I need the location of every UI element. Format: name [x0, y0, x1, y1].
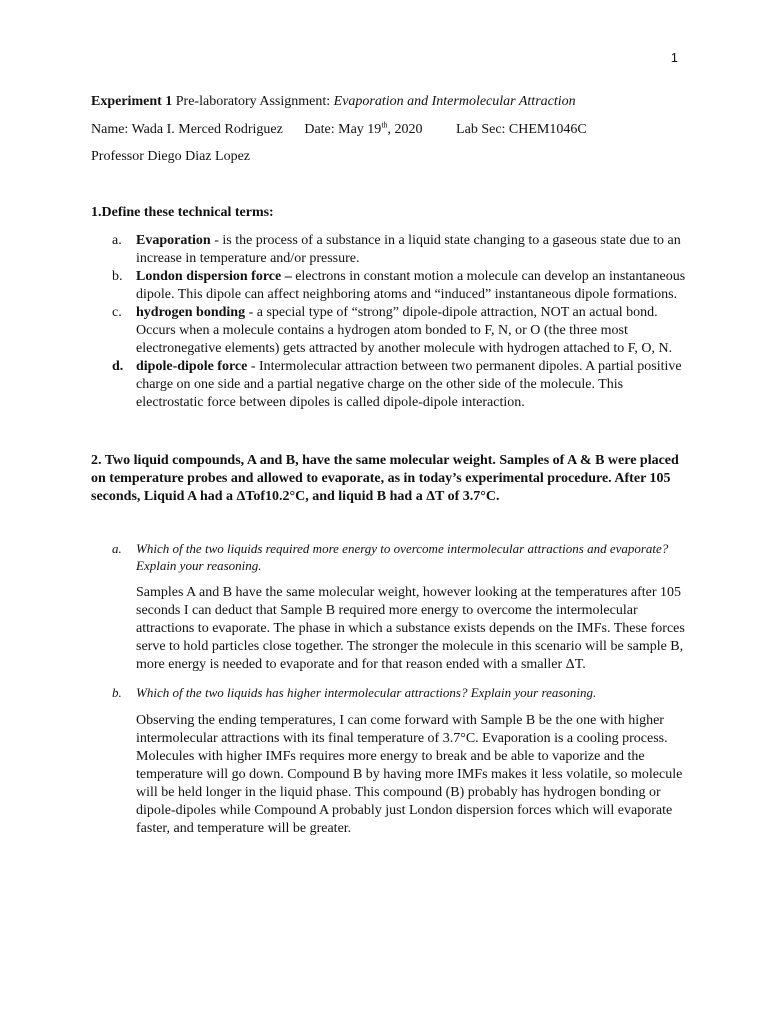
topic-label: Evaporation and Intermolecular Attraction — [333, 94, 576, 109]
lab-section: Lab Sec: CHEM1046C — [456, 122, 587, 137]
question2-heading: 2. Two liquid compounds, A and B, have the same molecular weight. Samples of A & B were placed on temperature probes and allowed to evaporate, as in today’s experimental procedure. After 105 seconds, Liquid A had a ΔTof10.2°C, and liquid B had a ΔT of 3.7°C. — [91, 453, 679, 504]
definition-list — [112, 232, 692, 412]
definition-item: b. London dispersion force – electrons in constant motion a molecule can develop an instantaneous dipole. This dipole can affect neighboring atoms and “induced” instantaneous dipole formations. — [112, 269, 686, 302]
student-info — [91, 122, 587, 138]
experiment-label: Experiment 1 — [91, 94, 173, 109]
question2b: b. Which of the two liquids has higher intermolecular attractions? Explain your reasoning. — [112, 685, 597, 700]
page-number: 1 — [670, 50, 678, 65]
date: Date: May 19th, 2020 — [304, 120, 423, 137]
document-title — [91, 94, 576, 110]
professor-name: Professor Diego Diaz Lopez — [91, 149, 251, 164]
student-name: Name: Wada I. Merced Rodriguez — [91, 122, 283, 137]
definition-item: c. hydrogen bonding - a special type of “strong” dipole-dipole attraction, NOT an actual bond. Occurs when a molecule contains a hydrogen atom bonded to F, N, or O (the three most electronegative elements) gets attracted by another molecule with hydrogen attached to F, O, N. — [112, 305, 673, 356]
definition-item: d. dipole-dipole force - Intermolecular attraction between two permanent dipoles. A partial positive charge on one side and a partial negative charge on the other side of the molecule. This electrostatic force between dipoles is called dipole-dipole interaction. — [112, 359, 682, 410]
answer2b: Observing the ending temperatures, I can come forward with Sample B be the one with higher intermolecular attractions with its final temperature of 3.7°C. Evaporation is a cooling process. Molecules with higher IMFs requires more energy to break and be able to vaporize and the temperature will go down. Compound B by having more IMFs makes it less volatile, so molecule will be held longer in the liquid phase. This compound (B) probably has hydrogen bonding or dipole-dipoles while Compound A probably just London dispersion forces which will evaporate faster, and temperature will be greater. — [136, 713, 683, 836]
question1-heading: 1.Define these technical terms: — [91, 205, 274, 220]
assignment-label: Pre-laboratory Assignment: — [175, 94, 331, 109]
question2a: a. Which of the two liquids required more energy to overcome intermolecular attractions and evaporate? Explain your reasoning. — [112, 541, 669, 573]
definition-item: a. Evaporation - is the process of a substance in a liquid state changing to a gaseous state due to an increase in temperature and/or pressure. — [112, 233, 681, 266]
answer2a: Samples A and B have the same molecular weight, however looking at the temperatures after 105 seconds I can deduct that Sample B required more energy to overcome the intermolecular attractions to evaporate. The phase in which a substance exists depends on the IMFs. These forces serve to hold particles close together. The stronger the molecule in this scenario will be sample B, more energy is needed to evaporate and for that reason ended with a smaller ΔT. — [136, 585, 685, 672]
